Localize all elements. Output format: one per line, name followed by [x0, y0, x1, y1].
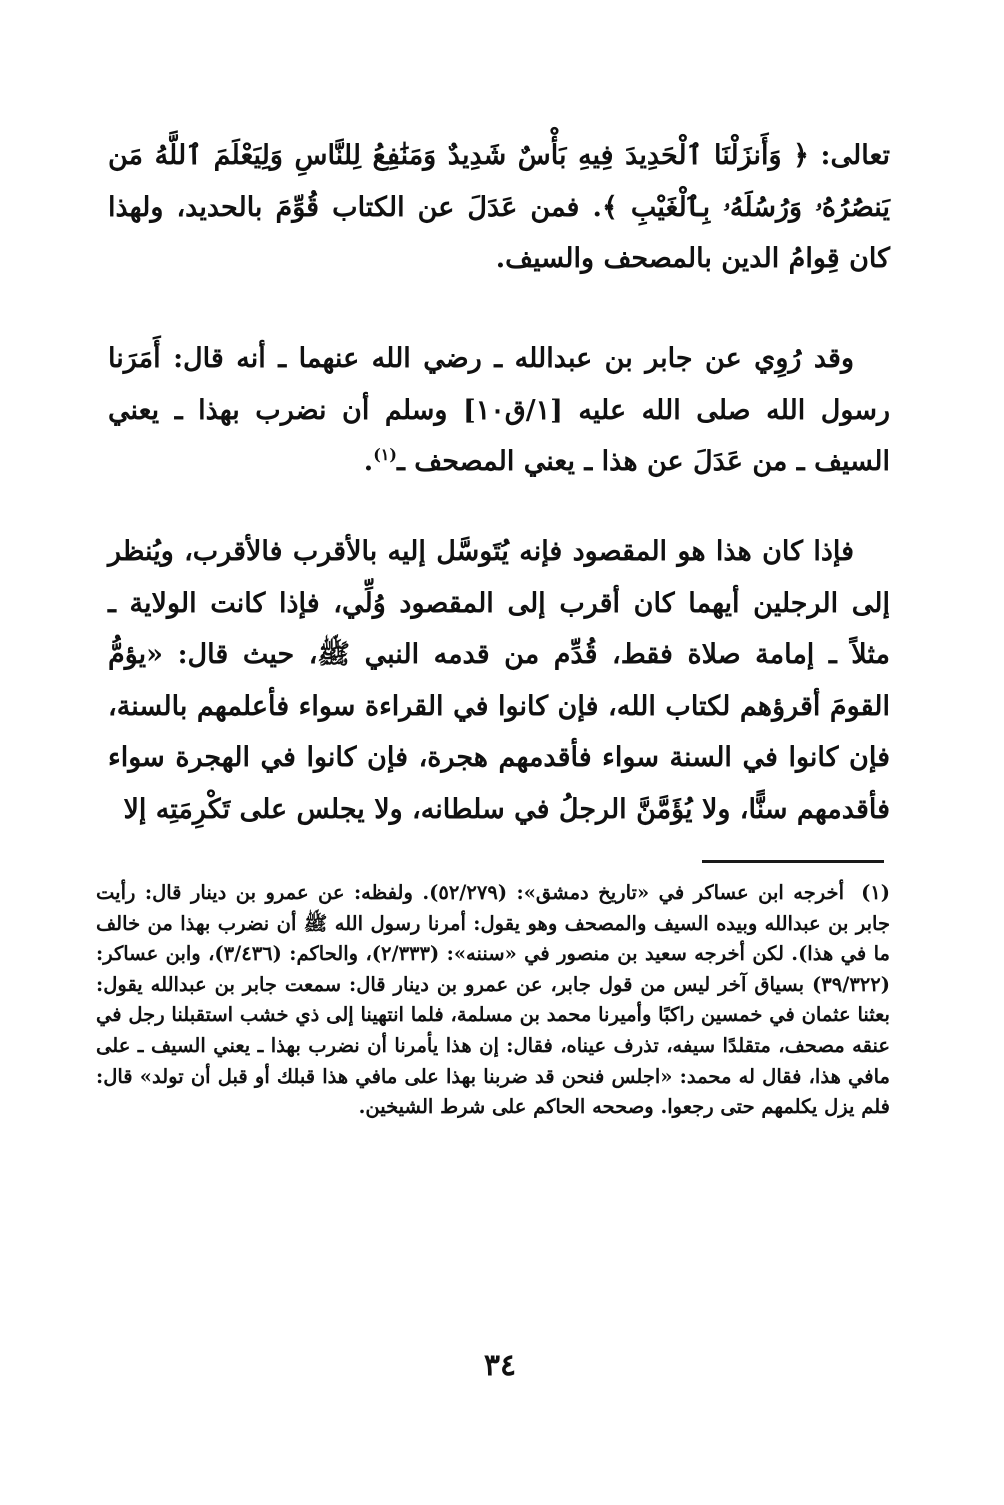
- paragraph-2: [108, 333, 890, 488]
- footnote-divider: [702, 860, 884, 863]
- footnote-number: (١): [861, 881, 891, 904]
- footnote: [96, 878, 890, 1123]
- paragraph-1: [108, 130, 890, 285]
- footnote-text: أخرجه ابن عساكر في «تاريخ دمشق»: (٥٢/٢٧٩). ولفظه: عن عمرو بن دينار قال: رأيت جابر بن عبدالله وبيده السيف والمصحف وهو يقول: أمرنا رسول الله ﷺ أن نضرب بهذا من خالف ما في هذا). لكن أخرجه سعيد بن منصور في «سننه»: (٢/٣٣٣)، والحاكم: (٣/٤٣٦)، وابن عساكر: (٣٩/٣٢٢) بسياق آخر ليس من قول جابر، عن عمرو بن دينار قال: سمعت جابر بن عبدالله يقول: بعثنا عثمان في خمسين راكبًا وأميرنا محمد بن مسلمة، فلما انتهينا إلى ذي خشب استقبلنا رجل في عنقه مصحف، متقلدًا سيفه، تذرف عيناه، فقال: إن هذا يأمرنا أن نضرب بهذا ـ يعني السيف ـ على مافي هذا، فقال له محمد: «اجلس فنحن قد ضربنا بهذا على مافي هذا قبلك أو قبل أن تولد» قال: فلم يزل يكلمهم حتى رجعوا. وصححه الحاكم على شرط الشيخين.: [96, 881, 890, 1119]
- paragraph-3: [108, 526, 890, 835]
- paragraph-2-text: وقد رُوِي عن جابر بن عبدالله ـ رضي الله عنهما ـ أنه قال: أَمَرَنا رسول الله صلى الله عليه [١/ق١٠] وسلم أن نضرب بهذا ـ يعني السيف ـ من عَدَلَ عن هذا ـ يعني المصحف ـ: [108, 343, 890, 477]
- footnote-reference[interactable]: (١): [373, 445, 397, 464]
- paragraph-3-text: فإذا كان هذا هو المقصود فإنه يُتَوسَّل إليه بالأقرب فالأقرب، ويُنظر إلى الرجلين أيهما كان أقرب إلى المقصود وُلِّي، فإذا كانت الولاية ـ مثلاً ـ إمامة صلاة فقط، قُدِّم من قدمه النبي ﷺ، حيث قال: «يؤمُّ القومَ أقرؤهم لكتاب الله، فإن كانوا في القراءة سواء فأعلمهم بالسنة، فإن كانوا في السنة سواء فأقدمهم هجرة، فإن كانوا في الهجرة سواء فأقدمهم سنًّا، ولا يُؤَمَّنَّ الرجلُ في سلطانه، ولا يجلس على تَكْرِمَتِه إلا: [108, 536, 890, 825]
- paragraph-2-end: .: [363, 446, 374, 477]
- paragraph-1-lead: تعالى:: [808, 140, 890, 171]
- quran-verse: ﴿ وَأَنزَلْنَا ٱلْحَدِيدَ فِيهِ بَأْسٌ شَدِيدٌ وَمَنَٰفِعُ لِلنَّاسِ وَلِيَعْلَمَ ٱللَّهُ مَن يَنصُرُهُۥ وَرُسُلَهُۥ بِٱلْغَيْبِ ﴾: [108, 140, 890, 223]
- paragraph-1-rest: . فمن عَدَلَ عن الكتاب قُوِّمَ بالحديد، ولهذا كان قِوامُ الدين بالمصحف والسيف.: [108, 191, 890, 274]
- page-number: ٣٤: [483, 1348, 517, 1383]
